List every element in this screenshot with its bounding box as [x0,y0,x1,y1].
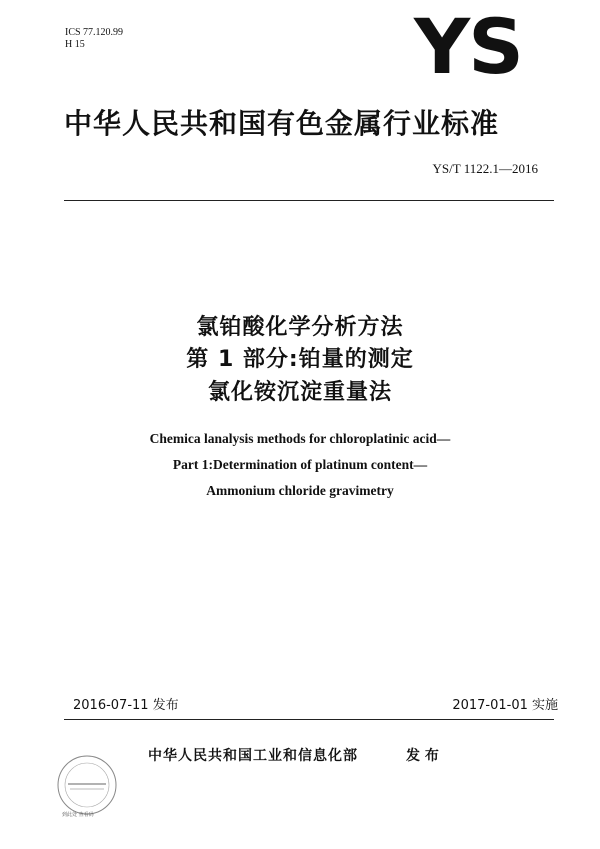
standard-title: 中华人民共和国有色金属行业标准 [64,107,500,140]
verification-stamp-icon [56,754,118,816]
chinese-title-line-3: 氯化铵沉淀重量法 [207,380,392,405]
english-title-line-3: Ammonium chloride gravimetry [206,483,394,498]
english-title-line-1: Chemica lanalysis methods for chloroplatinic acid— [149,431,451,446]
issue-date: 2016-07-11 发布 [73,698,179,713]
english-title-line-2: Part 1:Determination of platinum content— [172,457,428,472]
stamp-label: 到此处 查看码 [62,812,94,818]
publisher: 中华人民共和国工业和信息化部 [148,748,358,764]
ys-logo: YS [414,2,522,91]
standard-number: YS/T 1122.1—2016 [432,161,538,176]
top-divider [64,200,554,201]
ics-code: ICS 77.120.99 [65,27,124,38]
ccs-code: H 15 [65,39,85,50]
bottom-divider [64,719,554,720]
chinese-title-line-1: 氯铂酸化学分析方法 [196,315,404,340]
chinese-title-line-2: 第 1 部分:铂量的测定 [186,347,414,372]
implementation-date: 2017-01-01 实施 [452,698,558,713]
publish-label: 发 布 [406,748,439,764]
